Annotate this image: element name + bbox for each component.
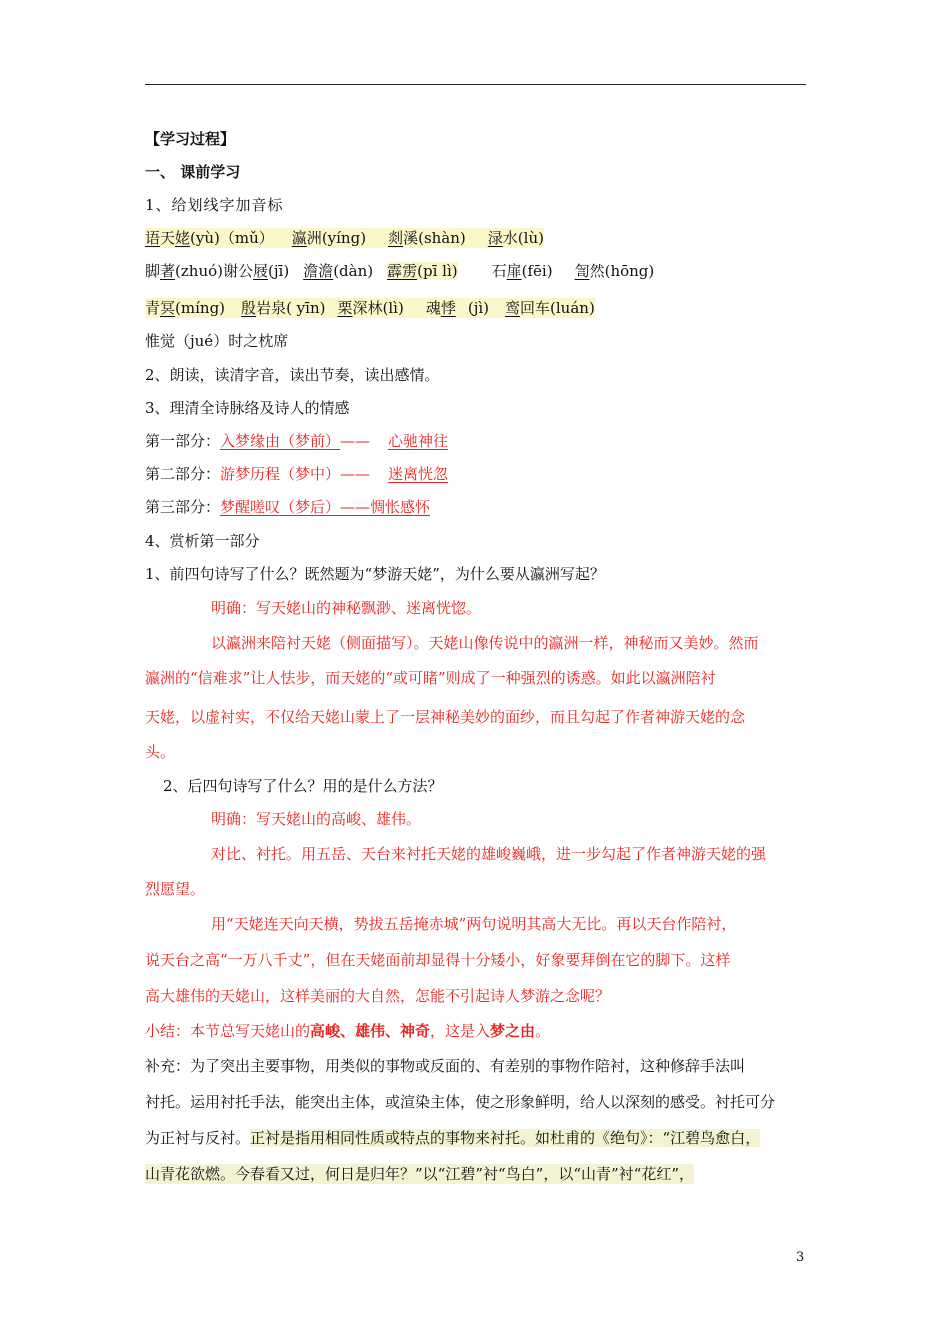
- summary-line: 小结：本节总写天姥山的高峻、雄伟、神奇，这是入梦之由。: [145, 1022, 551, 1040]
- section-title: 【学习过程】: [145, 130, 236, 148]
- page-number: 3: [796, 1250, 805, 1265]
- supplement-line: 为正衬与反衬。正衬是指用相同性质或特点的事物来衬托。如杜甫的《绝句》：“江碧鸟愈白，: [145, 1129, 761, 1147]
- question-4: 4、赏析第一部分: [145, 532, 260, 550]
- pinyin-row-2: 脚著(zhuó)谢公屐(jī) 澹澹(dàn) 霹雳(pī lì) 石扉(fēi) 訇然(hōng): [145, 262, 655, 280]
- answer-1-line: 天姥，以虚衬实，不仅给天姥山蒙上了一层神秘美妙的面纱，而且勾起了作者神游天姥的念: [145, 708, 746, 726]
- marked-char: 语: [145, 229, 161, 247]
- answer-2-line: 说天台之高“一万八千丈”，但在天姥面前却显得十分矮小，好象要拜倒在它的脚下。这样: [145, 951, 731, 969]
- answer-1-line: 以瀛洲来陪衬天姥（侧面描写）。天姥山像传说中的瀛洲一样，神秘而又美妙。然而: [211, 634, 759, 652]
- part-3: 第三部分：梦醒嗟叹（梦后）——惆怅感怀: [145, 498, 431, 516]
- answer-1-line: 瀛洲的“信难求”让人怯步，而天姥的“或可睹”则成了一种强烈的诱惑。如此以瀛洲陪衬: [145, 669, 716, 687]
- answer-1-line: 头。: [145, 743, 176, 761]
- sub-question-1: 1、前四句诗写了什么？既然题为“梦游天姥”，为什么要从瀛洲写起？: [145, 565, 605, 583]
- question-3: 3、理清全诗脉络及诗人的情感: [145, 399, 350, 417]
- supplement-line: 山青花欲燃。今春看又过，何日是归年？”以“江碧”衬“鸟白”，以“山青”衬“花红”，: [145, 1165, 695, 1183]
- supplement-line: 补充：为了突出主要事物，用类似的事物或反面的、有差别的事物作陪衬，这种修辞手法叫: [145, 1057, 746, 1075]
- question-2: 2、朗读，读清字音，读出节奏，读出感情。: [145, 366, 440, 384]
- header-rule: [145, 84, 806, 85]
- supplement-line: 衬托。运用衬托手法，能突出主体，或渲染主体，使之形象鲜明，给人以深刻的感受。衬托可分: [145, 1093, 776, 1111]
- part-1: 第一部分：入梦缘由（梦前）—— 心驰神往: [145, 432, 449, 450]
- answer-2-line: 用“天姥连天向天横，势拔五岳掩赤城”两句说明其高大无比。再以天台作陪衬，: [211, 915, 737, 933]
- section-heading-pre-class: 一、 课前学习: [145, 163, 241, 181]
- answer-2-line: 对比、衬托。用五岳、天台来衬托天姥的雄峻巍峨，进一步勾起了作者神游天姥的强: [211, 845, 767, 863]
- part-2: 第二部分：游梦历程（梦中）—— 迷离恍忽: [145, 465, 449, 483]
- answer-1-summary: 明确：写天姥山的神秘飘渺、迷离恍惚。: [211, 599, 482, 617]
- answer-2-line: 烈愿望。: [145, 880, 206, 898]
- answer-2-summary: 明确：写天姥山的高峻、雄伟。: [211, 810, 422, 828]
- pinyin-row-4: 惟觉（jué）时之枕席: [145, 332, 289, 350]
- pinyin-row-3: 青冥(míng) 殷岩泉( yīn) 栗深林(lì) 魂悸 (jì) 鸾回车(luán): [145, 299, 595, 317]
- pinyin-row-1: 语天姥(yù)（mǔ） 瀛洲(yíng) 剡溪(shàn) 渌水(lù): [145, 229, 544, 247]
- question-1: 1、给划线字加音标: [145, 196, 284, 214]
- answer-2-line: 高大雄伟的天姥山，这样美丽的大自然，怎能不引起诗人梦游之念呢？: [145, 987, 611, 1005]
- sub-question-2: 2、后四句诗写了什么？用的是什么方法？: [163, 777, 443, 795]
